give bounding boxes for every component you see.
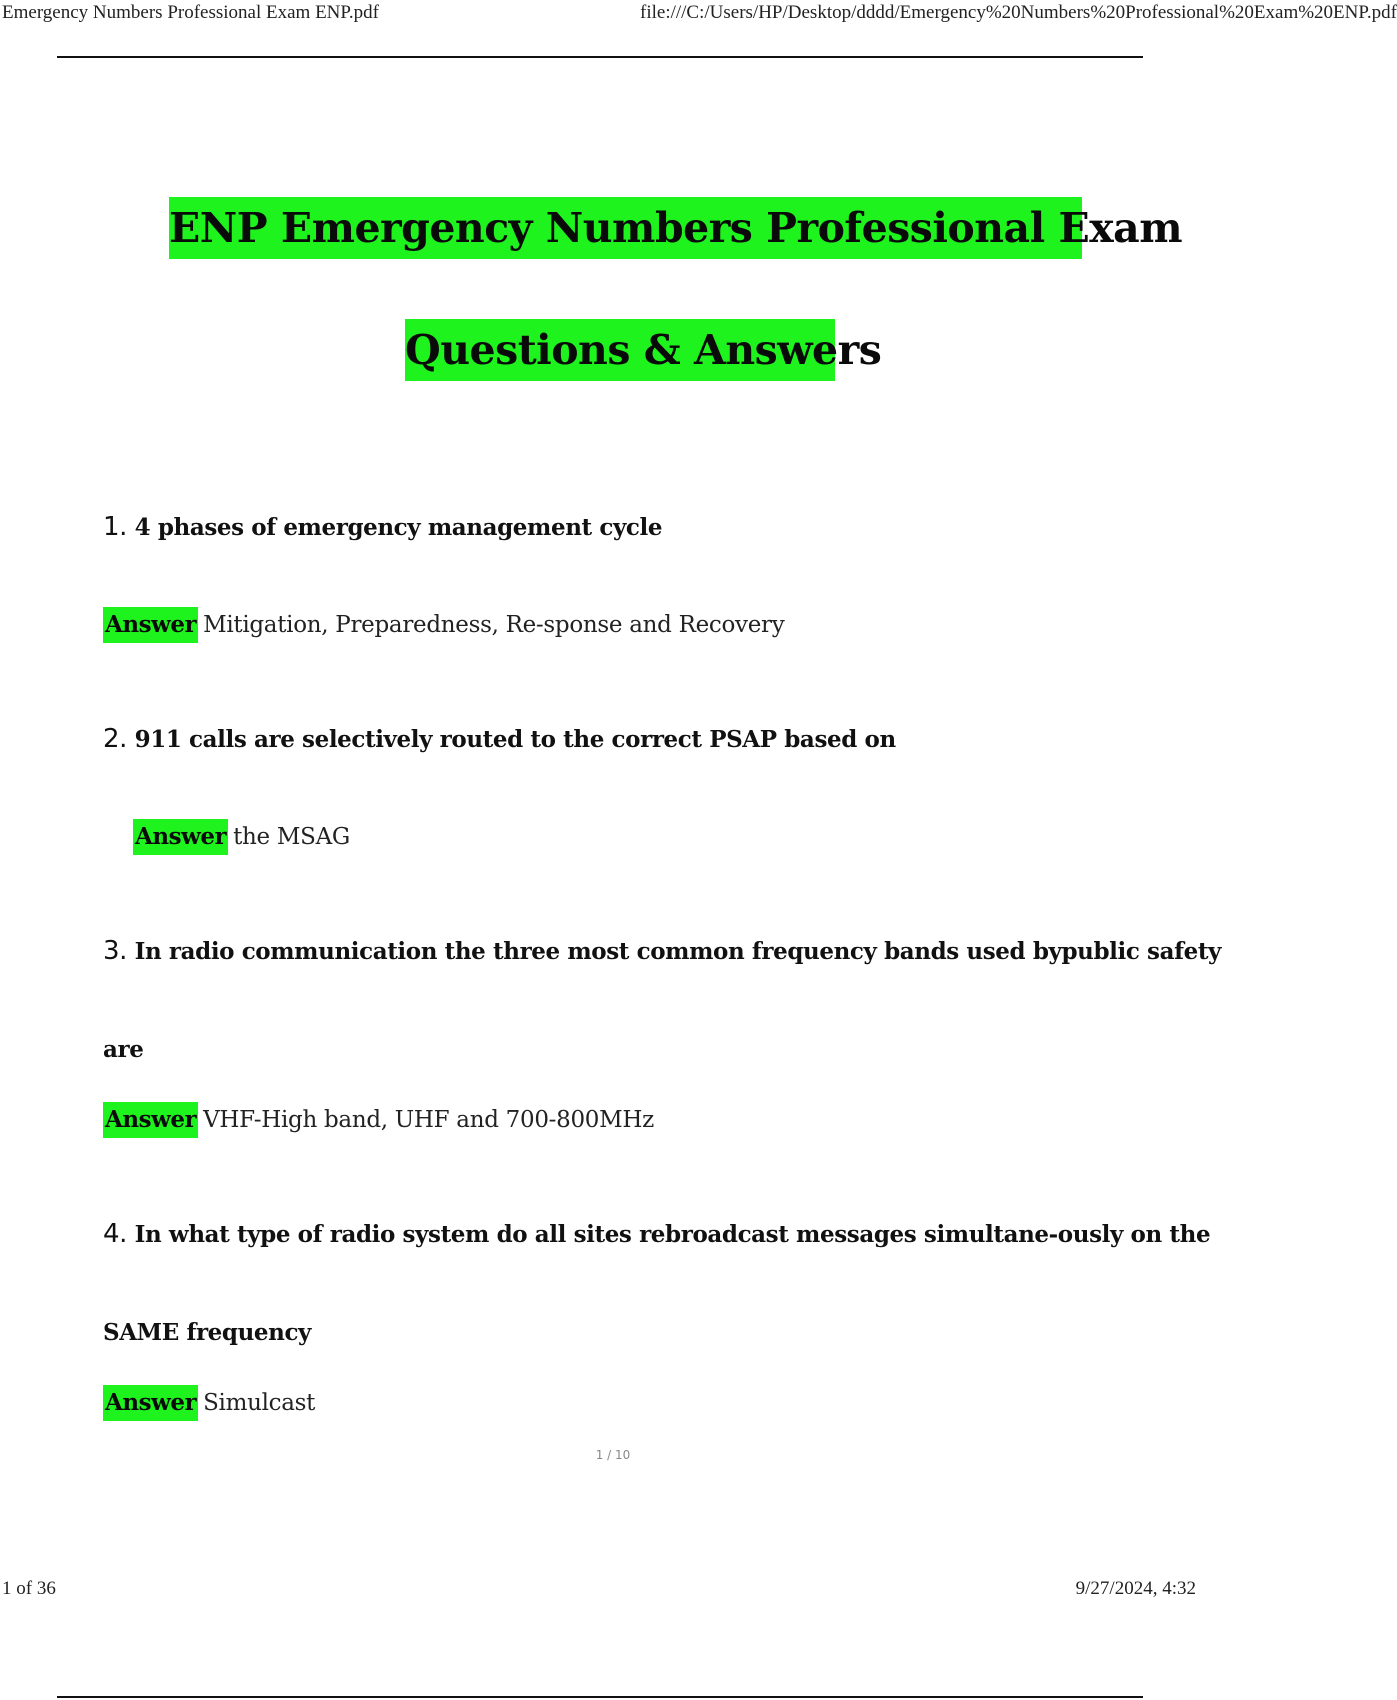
answer-3 (103, 1102, 654, 1138)
question-2 (103, 724, 896, 754)
answer-text: Mitigation, Preparedness, Re-sponse and Recovery (203, 612, 785, 638)
answer-text: the MSAG (233, 824, 350, 850)
answer-label: Answer (133, 819, 228, 855)
answer-text: VHF-High band, UHF and 700-800MHz (203, 1107, 654, 1133)
footer-divider (57, 1696, 1143, 1698)
question-number: 3. (103, 936, 128, 966)
pdf-page-counter: 1 / 10 (595, 1448, 631, 1462)
question-text: In what type of radio system do all sites rebroadcast messages simultane-ously on the (134, 1221, 1211, 1248)
question-3-continuation: are (103, 1036, 144, 1063)
question-3 (103, 936, 1221, 966)
question-4 (103, 1219, 1210, 1249)
answer-label: Answer (103, 607, 198, 643)
answer-label: Answer (103, 1102, 198, 1138)
question-number: 4. (103, 1219, 128, 1249)
answer-4 (103, 1385, 315, 1421)
print-footer-page-count: 1 of 36 (2, 1578, 56, 1599)
question-number: 2. (103, 724, 128, 754)
print-header-title: Emergency Numbers Professional Exam ENP.pdf (2, 2, 379, 23)
answer-label: Answer (103, 1385, 198, 1421)
answer-1 (103, 607, 784, 643)
document-title-line-2: Questions & Answers (405, 319, 835, 381)
question-1 (103, 512, 662, 542)
header-divider (57, 56, 1143, 58)
question-4-continuation: SAME frequency (103, 1319, 312, 1346)
question-text: 911 calls are selectively routed to the correct PSAP based on (134, 726, 896, 753)
question-number: 1. (103, 512, 128, 542)
answer-2 (133, 819, 350, 855)
answer-text: Simulcast (203, 1390, 316, 1416)
print-header-file-url: file:///C:/Users/HP/Desktop/dddd/Emergency%20Numbers%20Professional%20Exam%20ENP.pdf (640, 2, 1397, 23)
document-title-line-1: ENP Emergency Numbers Professional Exam (169, 197, 1082, 259)
print-footer-datetime: 9/27/2024, 4:32 (1075, 1578, 1196, 1599)
question-text: In radio communication the three most common frequency bands used bypublic safety (134, 938, 1222, 965)
question-text: 4 phases of emergency management cycle (134, 514, 663, 541)
